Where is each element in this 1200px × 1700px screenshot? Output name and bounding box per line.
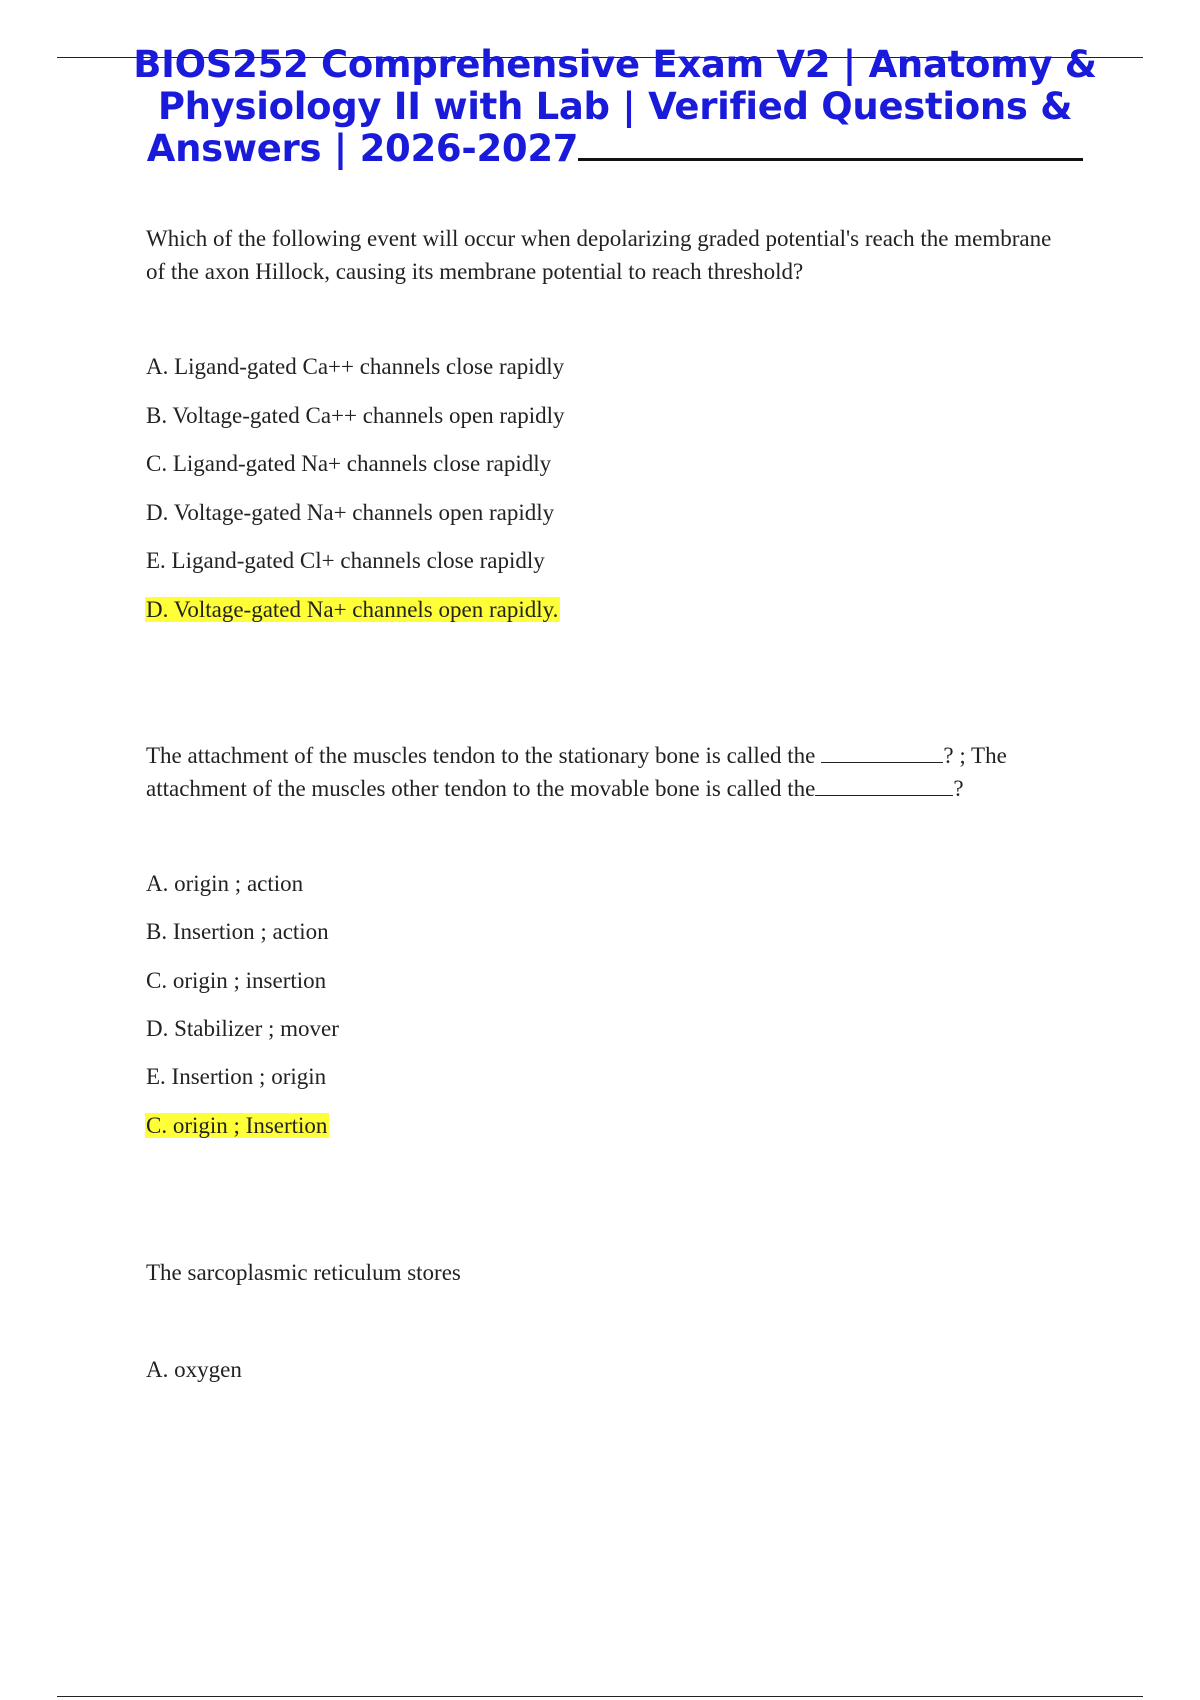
question-2-option-a: A. origin ; action	[146, 871, 304, 896]
bottom-rule	[57, 1696, 1143, 1697]
question-1-answer-highlight: D. Voltage-gated Na+ channels open rapidly.	[146, 597, 559, 622]
question-1-option-a: A. Ligand-gated Ca++ channels close rapidly	[146, 354, 565, 379]
question-1-option-c: C. Ligand-gated Na+ channels close rapidly	[146, 451, 552, 476]
question-1-option-d: D. Voltage-gated Na+ channels open rapidly	[146, 500, 555, 525]
question-1-answer	[146, 595, 560, 625]
blank-line-2	[815, 773, 953, 796]
document-title: BIOS252 Comprehensive Exam V2 | Anatomy & Physiology II with Lab | Verified Questions & Answers | 2026-2027	[133, 43, 1097, 170]
question-2-option-e: E. Insertion ; origin	[146, 1064, 327, 1089]
question-3-text: The sarcoplasmic reticulum stores	[146, 1260, 461, 1285]
question-1-option-e: E. Ligand-gated Cl+ channels close rapidly	[146, 548, 545, 573]
blank-line-1	[821, 740, 943, 763]
question-2-option-d: D. Stabilizer ; mover	[146, 1016, 339, 1041]
question-2-answer-highlight: C. origin ; Insertion	[146, 1113, 328, 1138]
question-1-option-b: B. Voltage-gated Ca++ channels open rapidly	[146, 403, 565, 428]
question-3-option-a: A. oxygen	[146, 1357, 242, 1382]
question-2-text: The attachment of the muscles tendon to the stationary bone is called the ? ; The attachment of the muscles other tendon to the movable bone is called the ?	[146, 739, 1066, 805]
question-1-text: Which of the following event will occur when depolarizing graded potential's reach the membrane of the axon Hillock, causing its membrane potential to reach threshold?	[146, 226, 1052, 284]
title-underline	[578, 128, 1083, 161]
question-2-option-b: B. Insertion ; action	[146, 919, 329, 944]
question-2-answer	[146, 1111, 329, 1141]
question-2-option-c: C. origin ; insertion	[146, 968, 327, 993]
